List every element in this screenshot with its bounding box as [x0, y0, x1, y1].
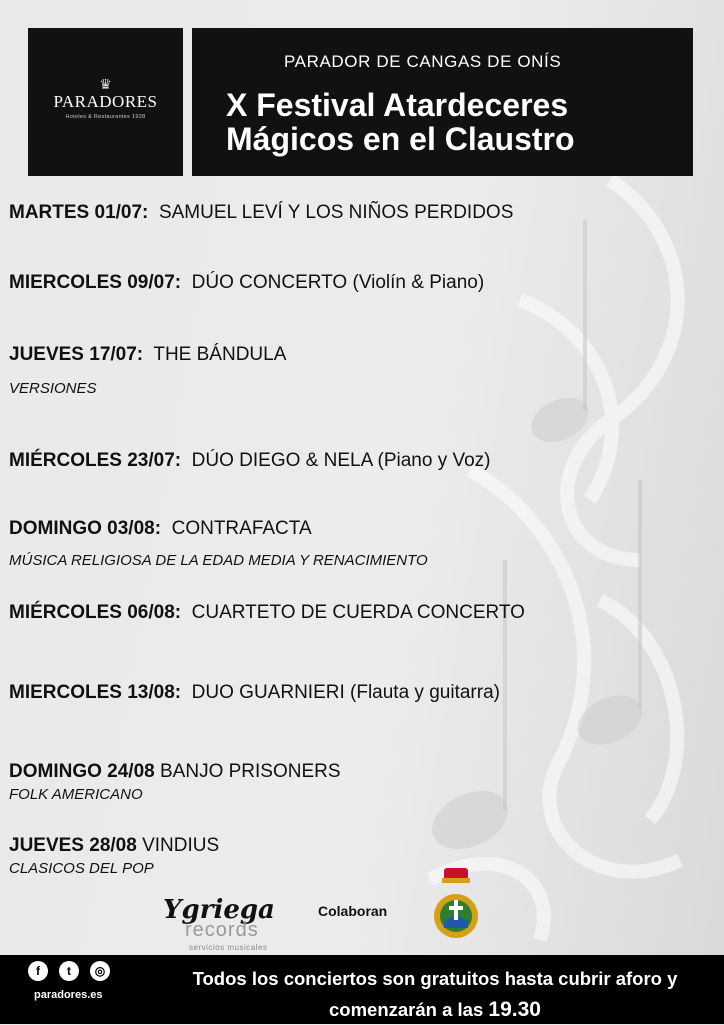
event-genre: MÚSICA RELIGIOSA DE LA EDAD MEDIA Y RENACIMIENTO: [9, 552, 428, 569]
ygriega-records-logo: [163, 895, 293, 957]
facebook-icon[interactable]: f: [28, 961, 48, 981]
event-act: DUO GUARNIERI (Flauta y guitarra): [191, 682, 500, 703]
venue-name: PARADOR DE CANGAS DE ONÍS: [284, 52, 562, 71]
event-act: SAMUEL LEVÍ Y LOS NIÑOS PERDIDOS: [158, 202, 514, 223]
event-genre: VERSIONES: [9, 380, 97, 397]
event-date: MIERCOLES 09/07:: [9, 272, 182, 293]
event-act: CUARTETO DE CUERDA CONCERTO: [191, 602, 525, 623]
twitter-icon[interactable]: t: [59, 961, 79, 981]
festival-title: [226, 88, 666, 156]
crown-icon: ♛: [99, 76, 112, 92]
event-genre: CLASICOS DEL POP: [9, 860, 154, 877]
event-date: JUEVES 17/07:: [9, 344, 144, 365]
event-item: [9, 682, 500, 704]
event-act: VINDIUS: [142, 835, 220, 856]
event-act: CONTRAFACTA: [171, 518, 312, 539]
event-date: MIÉRCOLES 06/08:: [9, 602, 182, 623]
event-act: THE BÁNDULA: [153, 344, 287, 365]
event-act: DÚO CONCERTO (Violín & Piano): [191, 272, 485, 293]
logo-name: PARADORES: [53, 92, 158, 111]
notice-line-1: Todos los conciertos son gratuitos hasta cubrir aforo y: [192, 968, 678, 989]
event-genre: FOLK AMERICANO: [9, 786, 143, 803]
event-date: DOMINGO 24/08: [9, 761, 155, 782]
logo-subtitle: Hoteles & Restaurantes 1928: [65, 114, 146, 120]
start-time: 19.30: [488, 998, 541, 1021]
footer: [0, 955, 724, 1024]
event-date: MIERCOLES 13/08:: [9, 682, 182, 703]
event-act: BANJO PRISONERS: [160, 761, 341, 782]
ygriega-services: servicios musicales: [189, 943, 268, 952]
event-act: DÚO DIEGO & NELA (Piano y Voz): [191, 450, 491, 471]
notice-line-2: [150, 994, 720, 1025]
event-date: JUEVES 28/08: [9, 835, 137, 856]
event-item: [9, 272, 484, 294]
municipal-crest-icon: [432, 866, 480, 948]
instagram-icon[interactable]: ◎: [90, 961, 110, 981]
event-date: MARTES 01/07:: [9, 202, 149, 223]
website-link[interactable]: paradores.es: [34, 989, 103, 1001]
event-item: [9, 344, 286, 397]
paradores-logo: [28, 28, 183, 176]
event-item: [9, 450, 491, 472]
event-item: [9, 202, 513, 224]
event-item: [9, 602, 525, 624]
colaboran-label: Colaboran: [318, 903, 388, 919]
event-item: [9, 761, 341, 803]
title-line-1: X Festival Atardeceres: [226, 87, 569, 123]
event-item: [9, 518, 428, 569]
ygriega-records: records: [185, 919, 259, 941]
event-date: DOMINGO 03/08:: [9, 518, 162, 539]
title-banner: [192, 28, 693, 176]
title-line-2: Mágicos en el Claustro: [226, 121, 575, 157]
notice-line-2-text: comenzarán a las: [329, 999, 484, 1020]
event-item: [9, 835, 219, 877]
footer-notice: [150, 963, 720, 1025]
social-links: [28, 961, 110, 981]
event-date: MIÉRCOLES 23/07:: [9, 450, 182, 471]
ygriega-word: Ygriega: [163, 895, 275, 925]
